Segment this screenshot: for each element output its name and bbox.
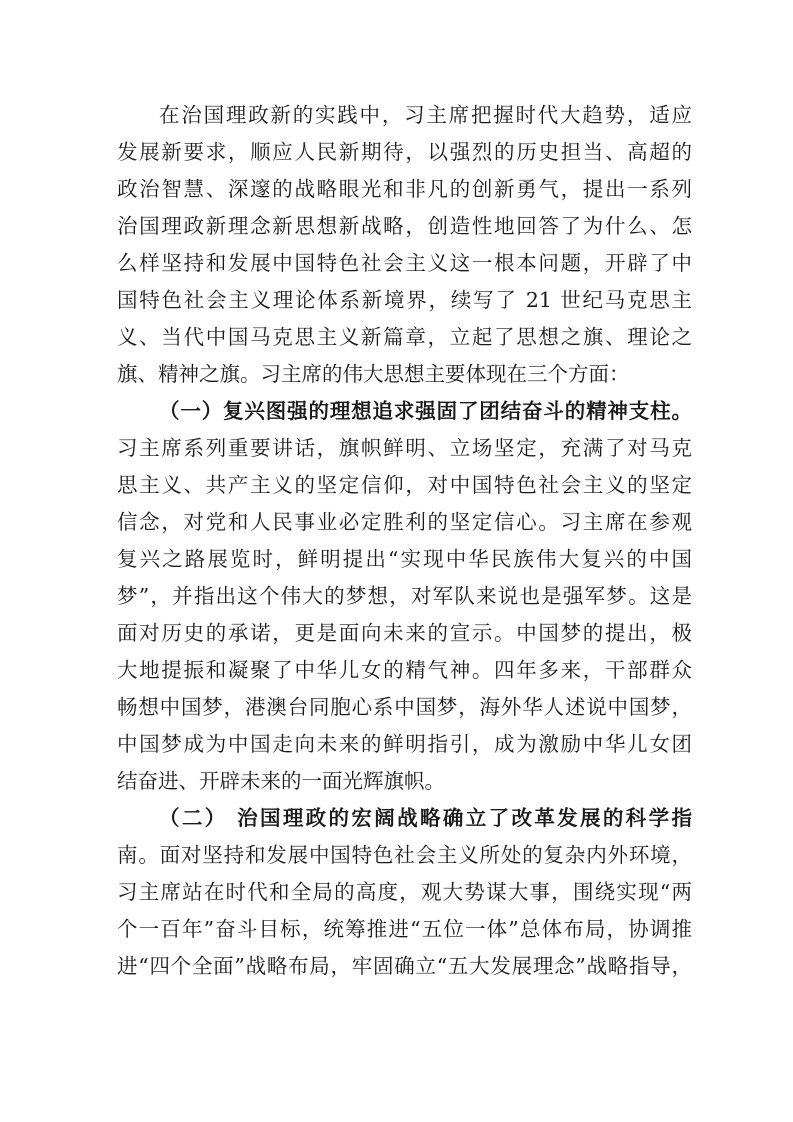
- text-line: 国特色社会主义理论体系新境界，续写了 21 世纪马克思主: [117, 288, 692, 312]
- text-line: 个一百年”奋斗目标，统筹推进“五位一体”总体布局，协调推: [117, 917, 692, 941]
- text-line: 思主义、共产主义的坚定信仰，对中国特色社会主义的坚定: [117, 473, 692, 497]
- section-heading: （二） 治国理政的宏阔战略确立了改革发展的科学指: [159, 806, 692, 830]
- text-line: 梦”，并指出这个伟大的梦想，对军队来说也是强军梦。这是: [117, 584, 692, 608]
- section-heading: （一）复兴图强的理想追求强固了团结奋斗的精神支柱。: [159, 399, 692, 423]
- text-line: 习主席系列重要讲话，旗帜鲜明、立场坚定，充满了对马克: [117, 436, 692, 460]
- document-page: [117, 97, 692, 985]
- paragraph-intro: [117, 97, 692, 393]
- text-line: 么样坚持和发展中国特色社会主义这一根本问题，开辟了中: [117, 251, 692, 275]
- text-line: 在治国理政新的实践中，习主席把握时代大趋势，适应: [159, 103, 692, 127]
- text-line: 复兴之路展览时，鲜明提出“实现中华民族伟大复兴的中国: [117, 547, 692, 571]
- text-line: 中国梦成为中国走向未来的鲜明指引，成为激励中华儿女团: [117, 732, 692, 756]
- section-two: [117, 800, 692, 985]
- text-line: 大地提振和凝聚了中华儿女的精气神。四年多来，干部群众: [117, 658, 692, 682]
- text-line: 南。面对坚持和发展中国特色社会主义所处的复杂内外环境，: [117, 843, 692, 867]
- text-line: 结奋进、开辟未来的一面光辉旗帜。: [117, 769, 445, 793]
- text-line: 发展新要求，顺应人民新期待，以强烈的历史担当、高超的: [117, 140, 692, 164]
- text-line: 习主席站在时代和全局的高度，观大势谋大事，围绕实现“两: [117, 880, 692, 904]
- text-line: 进“四个全面”战略布局，牢固确立“五大发展理念”战略指导，: [117, 954, 692, 978]
- text-line: 旗、精神之旗。习主席的伟大思想主要体现在三个方面：: [117, 362, 630, 386]
- text-line: 畅想中国梦，港澳台同胞心系中国梦，海外华人述说中国梦，: [117, 695, 692, 719]
- text-line: 义、当代中国马克思主义新篇章，立起了思想之旗、理论之: [117, 325, 692, 349]
- text-line: 政治智慧、深邃的战略眼光和非凡的创新勇气，提出一系列: [117, 177, 692, 201]
- section-one: [117, 393, 692, 800]
- text-line: 治国理政新理念新思想新战略，创造性地回答了为什么、怎: [117, 214, 692, 238]
- text-line: 信念，对党和人民事业必定胜利的坚定信心。习主席在参观: [117, 510, 692, 534]
- text-line: 面对历史的承诺，更是面向未来的宣示。中国梦的提出，极: [117, 621, 692, 645]
